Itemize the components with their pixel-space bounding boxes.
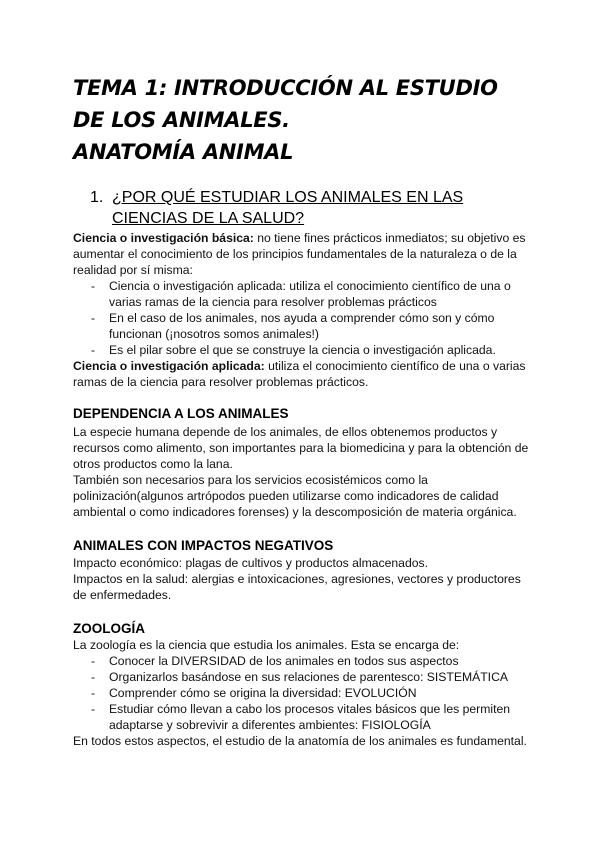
- section-heading-text: ¿POR QUÉ ESTUDIAR LOS ANIMALES EN LAS CIENCIAS DE LA SALUD?: [112, 189, 464, 227]
- title-line-1: TEMA 1: INTRODUCCIÓN AL ESTUDIO: [73, 76, 498, 100]
- list-item: [73, 342, 533, 358]
- list-item: [73, 310, 533, 342]
- list-item-text: Estudiar cómo llevan a cabo los procesos vitales básicos que les permiten adaptarse y sobrevivir a diferentes ambientes: FISIOLOGÍA: [109, 702, 511, 732]
- section1-bullet-list: [73, 278, 533, 358]
- zoologia-body: [73, 637, 533, 749]
- list-item-text: Conocer la DIVERSIDAD de los animales en todos sus aspectos: [109, 654, 459, 668]
- applied-science-text: utiliza el conocimiento científico de una o varias ramas de la ciencia para resolver problemas prácticos.: [73, 359, 526, 389]
- impactos-body: [73, 555, 533, 603]
- dependencia-paragraph-2: También son necesarios para los servicios ecosistémicos como la polinización(algunos artrópodos pueden utilizarse como indicadores de calidad ambiental o como indicadores forenses) y la descomposición de materia orgánica.: [73, 473, 517, 519]
- bullet-dash: -: [91, 702, 96, 716]
- dependencia-body: [73, 424, 533, 520]
- list-item-text: En el caso de los animales, nos ayuda a comprender cómo son y cómo funcionan (¡nosotros somos animales!): [109, 311, 495, 341]
- bullet-dash: -: [91, 279, 96, 293]
- bullet-dash: -: [91, 654, 96, 668]
- list-item: [73, 653, 533, 669]
- dependencia-heading: DEPENDENCIA A LOS ANIMALES: [73, 406, 289, 421]
- bullet-dash: -: [91, 343, 96, 357]
- list-item-text: Comprender cómo se origina la diversidad: EVOLUCIÓN: [109, 686, 417, 700]
- zoologia-closing: En todos estos aspectos, el estudio de la anatomía de los animales es fundamental.: [73, 734, 527, 748]
- section-number: 1.: [90, 189, 104, 206]
- bullet-dash: -: [91, 311, 96, 325]
- basic-science-term: Ciencia o investigación básica:: [73, 231, 254, 245]
- title-line-2: DE LOS ANIMALES.: [73, 108, 290, 132]
- list-item: [73, 669, 533, 685]
- applied-science-term: Ciencia o investigación aplicada:: [73, 359, 265, 373]
- dependencia-paragraph-1: La especie humana depende de los animales, de ellos obtenemos productos y recursos como alimento, son importantes para la biomedicina y para la obtención de otros productos como la lana.: [73, 425, 529, 471]
- title-line-3: ANATOMÍA ANIMAL: [73, 140, 294, 164]
- impactos-paragraph-2: Impactos en la salud: alergias e intoxicaciones, agresiones, vectores y productores de enfermedades.: [73, 572, 521, 602]
- bullet-dash: -: [91, 686, 96, 700]
- list-item: [73, 278, 533, 310]
- basic-science-paragraph: [73, 230, 533, 278]
- zoologia-intro: La zoología es la ciencia que estudia los animales. Esta se encarga de:: [73, 638, 460, 652]
- zoologia-bullet-list: [73, 653, 533, 733]
- list-item: [73, 685, 533, 701]
- list-item-text: Organizarlos basándose en sus relaciones de parentesco: SISTEMÁTICA: [109, 670, 509, 684]
- list-item-text: Es el pilar sobre el que se construye la ciencia o investigación aplicada.: [109, 343, 496, 357]
- list-item: [73, 701, 533, 733]
- impactos-heading: ANIMALES CON IMPACTOS NEGATIVOS: [73, 538, 334, 553]
- basic-science-text: no tiene fines prácticos inmediatos; su objetivo es aumentar el conocimiento de los principios fundamentales de la naturaleza o de la realidad por sí misma:: [73, 231, 526, 277]
- section1-body: [73, 230, 533, 390]
- list-item-text: Ciencia o investigación aplicada: utiliza el conocimiento científico de una o varias ramas de la ciencia para resolver problemas prácticos: [109, 279, 511, 309]
- bullet-dash: -: [91, 670, 96, 684]
- section-heading-1: [90, 187, 530, 229]
- zoologia-heading: ZOOLOGÍA: [73, 621, 145, 636]
- page-title: [73, 72, 573, 168]
- applied-science-paragraph: [73, 358, 533, 390]
- impactos-paragraph-1: Impacto económico: plagas de cultivos y productos almacenados.: [73, 556, 428, 570]
